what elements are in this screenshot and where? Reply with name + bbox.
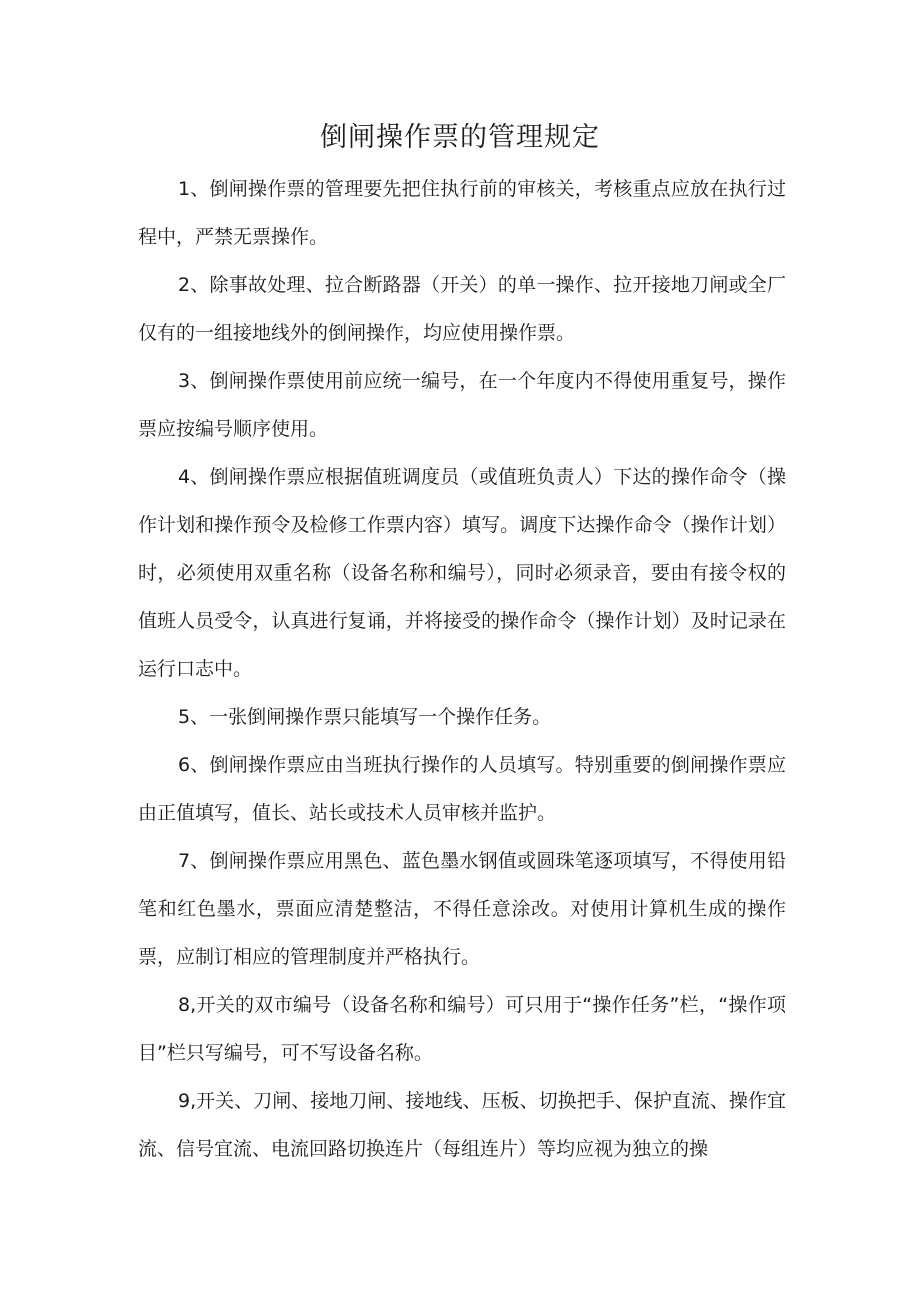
document-body <box>138 165 786 1173</box>
document-title: 倒闸操作票的管理规定 <box>320 122 600 153</box>
rule-paragraph-4: 4、倒闸操作票应根据值班调度员（或值班负责人）下达的操作命令（操作计划和操作预令及检修工作票内容）填写。调度下达操作命令（操作计划）时，必须使用双重名称（设备名称和编号），同时必须录音，要由有接令权的值班人员受令，认真进行复诵，并将接受的操作命令（操作计划）及时记录在运行口志中。 <box>138 466 786 680</box>
rule-paragraph-2: 2、除事故处理、拉合断路器（开关）的单一操作、拉开接地刀闸或全厂仅有的一组接地线外的倒闸操作，均应使用操作票。 <box>138 274 786 344</box>
rule-paragraph-7: 7、倒闸操作票应用黑色、蓝色墨水钢值或圆珠笔逐项填写，不得使用铅笔和红色墨水，票面应清楚整洁，不得任意涂改。对使用计算机生成的操作票，应制订相应的管理制度并严格执行。 <box>138 850 786 968</box>
rule-paragraph-8: 8,开关的双市编号（设备名称和编号）可只用于“操作任务”栏，“操作项目”栏只写编号，可不写设备名称。 <box>138 994 786 1064</box>
rule-paragraph-1: 1、倒闸操作票的管理要先把住执行前的审核关，考核重点应放在执行过程中，严禁无票操作。 <box>138 178 786 248</box>
rule-paragraph-5: 5、一张倒闸操作票只能填写一个操作任务。 <box>178 706 552 728</box>
rule-paragraph-3: 3、倒闸操作票使用前应统一编号，在一个年度内不得使用重复号，操作票应按编号顺序使用。 <box>138 370 786 440</box>
rule-paragraph-6: 6、倒闸操作票应由当班执行操作的人员填写。特别重要的倒闸操作票应由正值填写，值长、站长或技术人员审核并监护。 <box>138 754 786 824</box>
rule-paragraph-9: 9,开关、刀闸、接地刀闸、接地线、压板、切换把手、保护直流、操作宜流、信号宜流、电流回路切换连片（每组连片）等均应视为独立的操 <box>138 1090 786 1160</box>
